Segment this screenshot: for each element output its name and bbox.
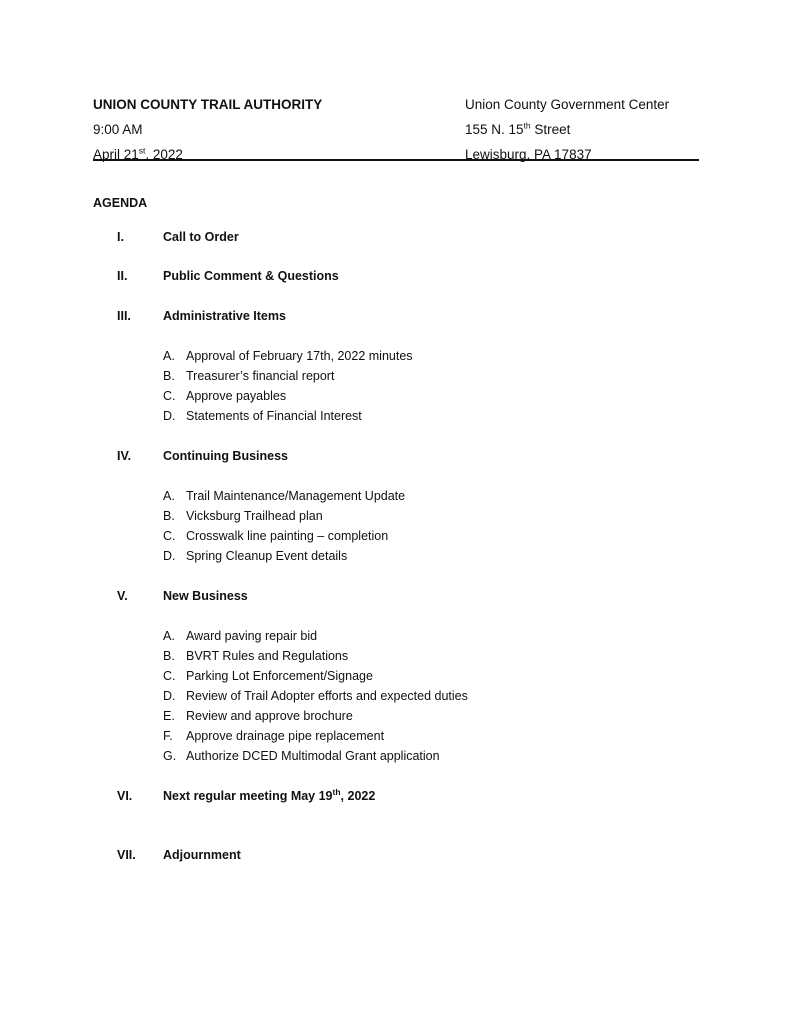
sub-text: Crosswalk line painting – completion (186, 529, 389, 543)
sub-letter: C. (163, 389, 176, 403)
item-number: I. (117, 230, 124, 244)
item-number: III. (117, 309, 131, 323)
sub-text: Review and approve brochure (186, 709, 353, 723)
sub-letter: C. (163, 529, 176, 543)
item-number: VI. (117, 789, 133, 803)
sub-letter: C. (163, 669, 176, 683)
sub-letter: F. (163, 729, 173, 743)
location-city: Lewisburg, PA 17837 (465, 147, 592, 162)
sub-text: Approval of February 17th, 2022 minutes (186, 349, 413, 363)
sub-letter: A. (163, 489, 175, 503)
sub-letter: G. (163, 749, 177, 763)
sub-text: Spring Cleanup Event details (186, 549, 348, 563)
item-number: II. (117, 269, 128, 283)
sub-letter: D. (163, 409, 176, 423)
item-title: Public Comment & Questions (163, 269, 339, 283)
item-title: Continuing Business (163, 449, 288, 463)
header-right (465, 92, 669, 167)
sub-text: Approve drainage pipe replacement (186, 729, 385, 743)
item-number: VII. (117, 848, 136, 862)
org-name: UNION COUNTY TRAIL AUTHORITY (93, 97, 323, 112)
sub-letter: A. (163, 629, 175, 643)
sub-text: Approve payables (186, 389, 287, 403)
sub-letter: E. (163, 709, 175, 723)
agenda-label: AGENDA (93, 196, 148, 210)
sub-text: Parking Lot Enforcement/Signage (186, 669, 373, 683)
sub-text: Authorize DCED Multimodal Grant application (186, 749, 440, 763)
item-title: Adjournment (163, 848, 241, 862)
sub-text: Review of Trail Adopter efforts and expected duties (186, 689, 468, 703)
item-title: Next regular meeting May 19th, 2022 (163, 786, 376, 803)
meeting-date: April 21st, 2022 (93, 145, 183, 162)
meeting-location: Union County Government Center (465, 97, 670, 112)
sub-text: Award paving repair bid (186, 629, 318, 643)
sub-text: Vicksburg Trailhead plan (186, 509, 323, 523)
item-number: V. (117, 589, 128, 603)
sub-letter: D. (163, 549, 176, 563)
sub-text: Statements of Financial Interest (186, 409, 362, 423)
meeting-time: 9:00 AM (93, 122, 143, 137)
sub-text: BVRT Rules and Regulations (186, 649, 349, 663)
item-title: New Business (163, 589, 248, 603)
item-number: IV. (117, 449, 132, 463)
sub-text: Treasurer’s financial report (186, 369, 335, 383)
item-title: Administrative Items (163, 309, 286, 323)
header-left (93, 92, 322, 167)
location-street: 155 N. 15th Street (465, 120, 571, 137)
sub-letter: A. (163, 349, 175, 363)
sub-letter: D. (163, 689, 176, 703)
header-divider (93, 159, 699, 161)
sub-text: Trail Maintenance/Management Update (186, 489, 406, 503)
sub-letter: B. (163, 649, 175, 663)
sub-letter: B. (163, 369, 175, 383)
item-title: Call to Order (163, 230, 239, 244)
sub-letter: B. (163, 509, 175, 523)
